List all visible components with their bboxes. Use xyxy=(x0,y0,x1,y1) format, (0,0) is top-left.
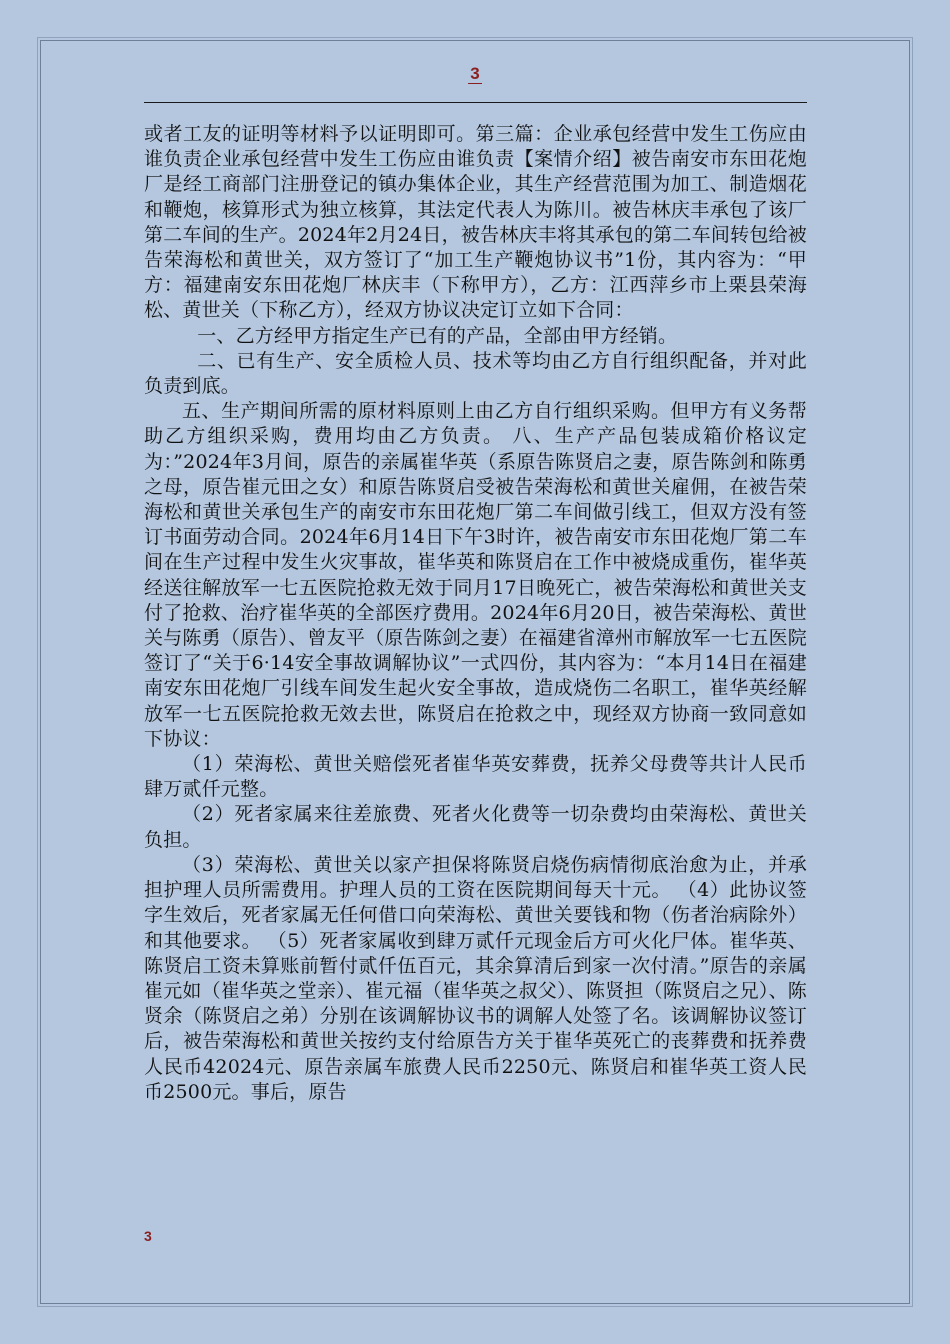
paragraph: 一、乙方经甲方指定生产已有的产品，全部由甲方经销。 xyxy=(197,324,678,347)
paragraph: （1）荣海松、黄世关赔偿死者崔华英安葬费，抚养父母费等共计人民币肆万贰仟元整。 xyxy=(144,753,807,801)
footer-page-number: 3 xyxy=(144,1228,152,1244)
document-body xyxy=(144,122,807,1105)
header-page-number-text: 3 xyxy=(470,64,480,83)
paragraph: 五、生产期间所需的原材料原则上由乙方自行组织采购。但甲方有义务帮助乙方组织采购，费用均由乙方负责。 八、生产产品包装成箱价格议定为：”2024年3月间，原告的亲属崔华英（系原告陈贤启之妻，原告陈剑和陈勇之母，原告崔元田之女）和原告陈贤启受被告荣海松和黄世关雇佣，在被告荣海松和黄世关承包生产的南安市东田花炮厂第二车间做引线工，但双方没有签订书面劳动合同。2024年6月14日下午3时许，被告南安市东田花炮厂第二车间在生产过程中发生火灾事故，崔华英和陈贤启在工作中被烧成重伤，崔华英经送往解放军一七五医院抢救无效于同月17日晚死亡，被告荣海松和黄世关支付了抢救、治疗崔华英的全部医疗费用。2024年6月20日，被告荣海松、黄世关与陈勇（原告）、曾友平（原告陈剑之妻）在福建省漳州市解放军一七五医院签订了“关于6·14安全事故调解协议”一式四份，其内容为：“本月14日在福建南安东田花炮厂引线车间发生起火安全事故，造成烧伤二名职工，崔华英经解放军一七五医院抢救无效去世，陈贤启在抢救之中，现经双方协商一致同意如下协议： xyxy=(144,400,807,750)
header-page-number xyxy=(0,64,950,84)
header-divider xyxy=(144,102,807,103)
paragraph: （3）荣海松、黄世关以家产担保将陈贤启烧伤病情彻底治愈为止，并承担护理人员所需费用。护理人员的工资在医院期间每天十元。 （4）此协议签字生效后，死者家属无任何借口向荣海松、黄世关要钱和物（伤者治病除外）和其他要求。 （5）死者家属收到肆万贰仟元现金后方可火化尸体。崔华英、陈贤启工资未算账前暂付贰仟伍百元，其余算清后到家一次付清。”原告的亲属崔元如（崔华英之堂亲）、崔元福（崔华英之叔父）、陈贤担（陈贤启之兄）、陈贤余（陈贤启之弟）分别在该调解协议书的调解人处签了名。该调解协议签订后，被告荣海松和黄世关按约支付给原告方关于崔华英死亡的丧葬费和抚养费人民币42024元、原告亲属车旅费人民币2250元、陈贤启和崔华英工资人民币2500元。事后，原告 xyxy=(144,853,807,1103)
paragraph: 或者工友的证明等材料予以证明即可。第三篇：企业承包经营中发生工伤应由谁负责企业承包经营中发生工伤应由谁负责【案情介绍】被告南安市东田花炮厂是经工商部门注册登记的镇办集体企业，其生产经营范围为加工、制造烟花和鞭炮，核算形式为独立核算，其法定代表人为陈川。被告林庆丰承包了该厂第二车间的生产。2024年2月24日，被告林庆丰将其承包的第二车间转包给被告荣海松和黄世关，双方签订了“加工生产鞭炮协议书”1份，其内容为：“甲方：福建南安东田花炮厂林庆丰（下称甲方），乙方：江西萍乡市上栗县荣海松、黄世关（下称乙方），经双方协议决定订立如下合同： xyxy=(144,123,807,322)
paragraph: 二、已有生产、安全质检人员、技术等均由乙方自行组织配备，并对此负责到底。 xyxy=(144,349,807,398)
paragraph: （2）死者家属来往差旅费、死者火化费等一切杂费均由荣海松、黄世关负担。 xyxy=(144,803,807,851)
